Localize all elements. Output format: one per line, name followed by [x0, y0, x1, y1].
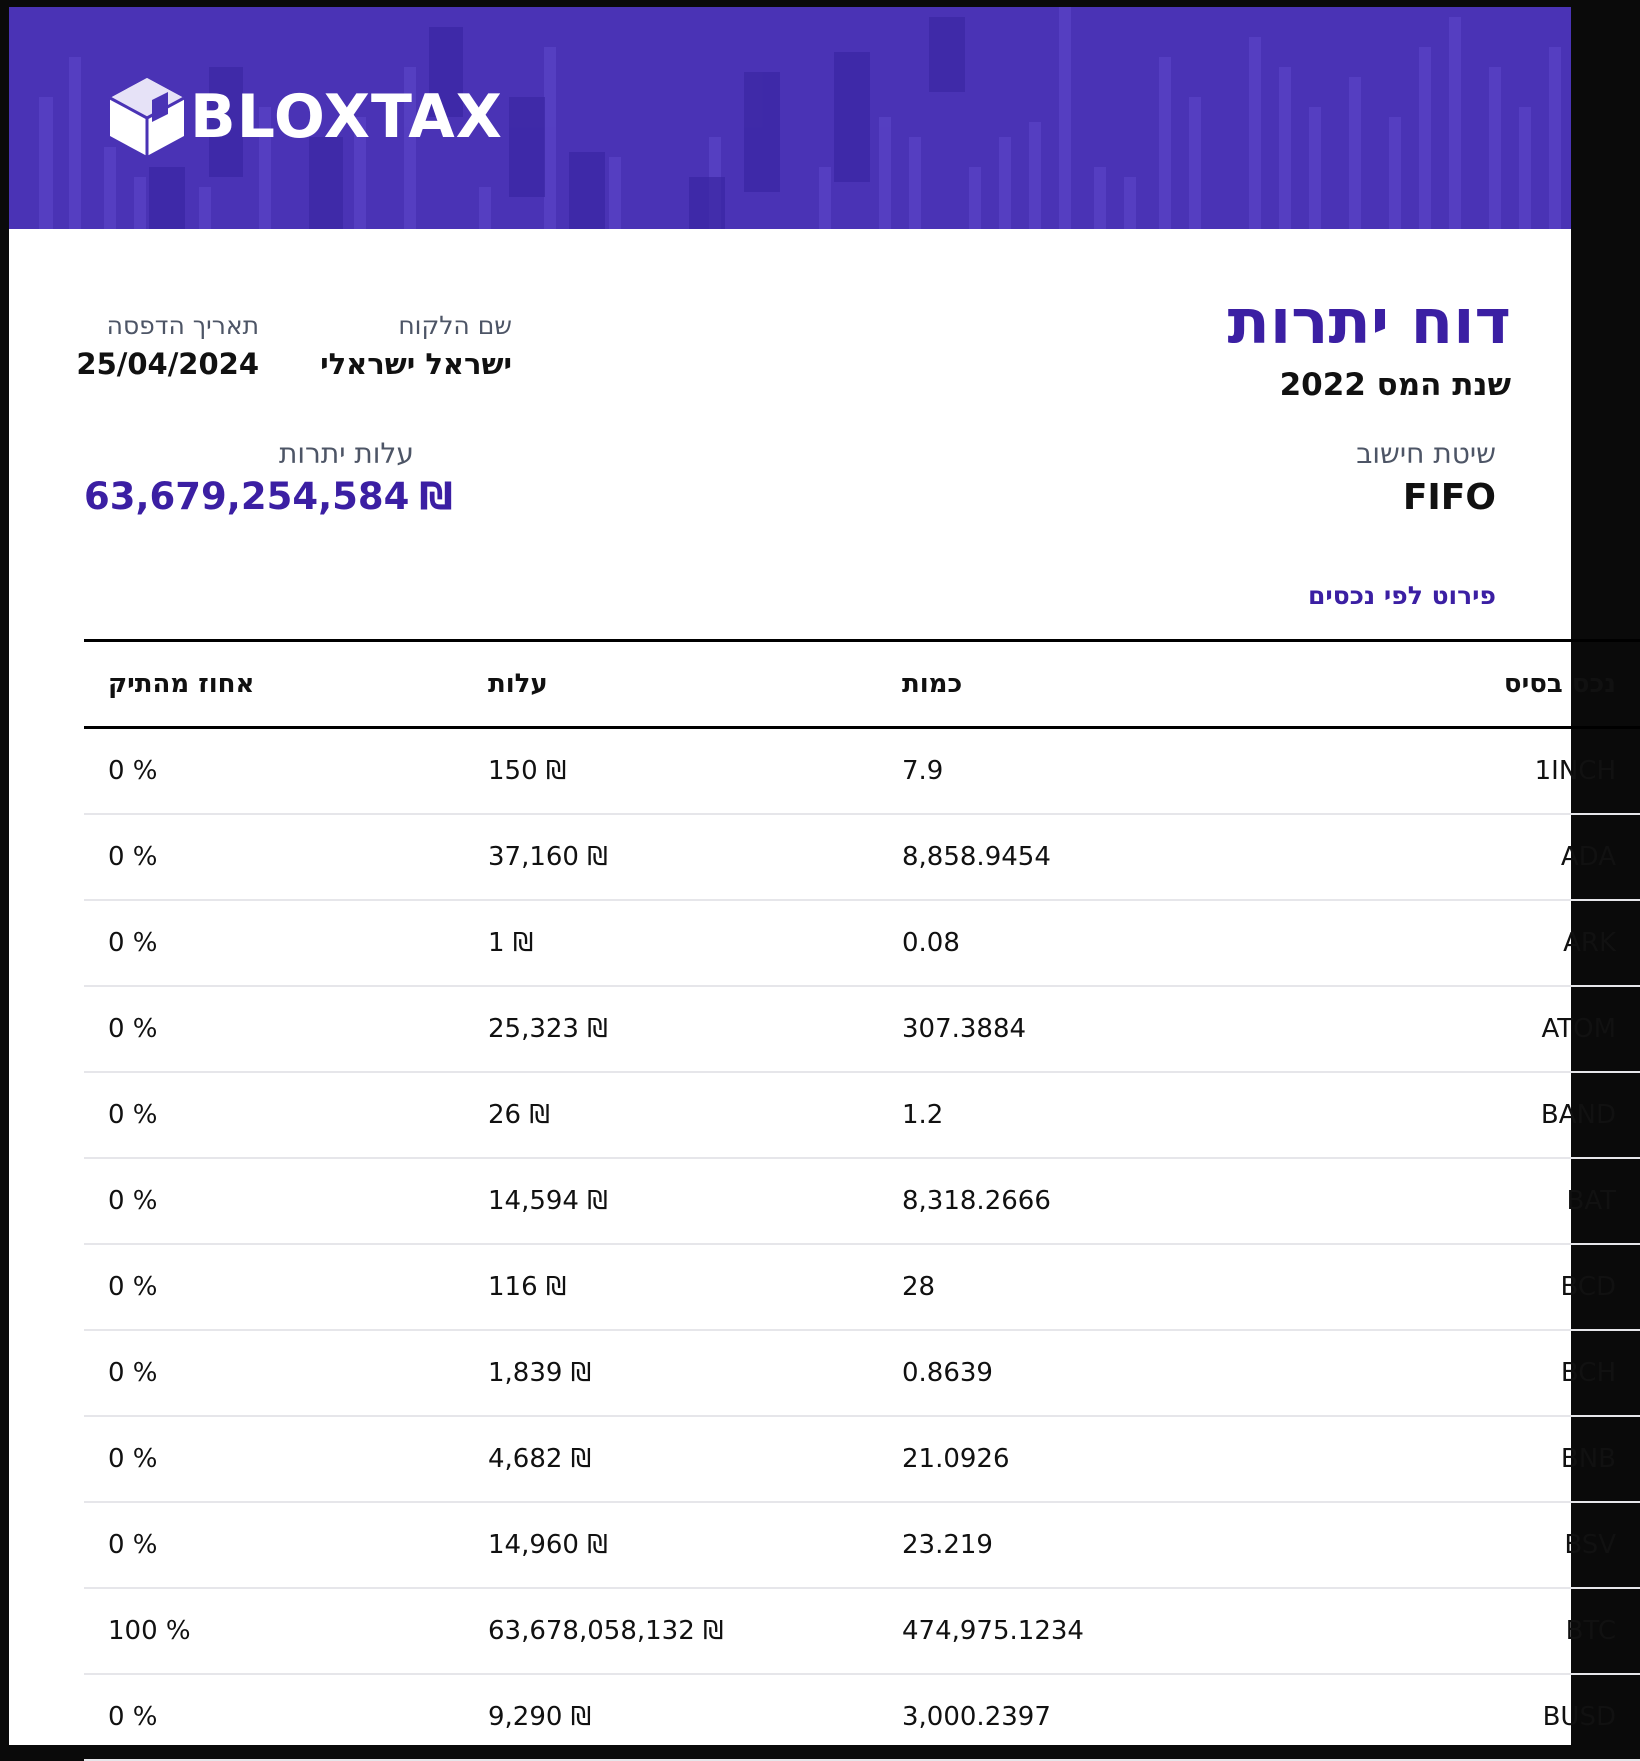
cell-quantity: 0.8639 [878, 1330, 1292, 1416]
shekel-icon: ₪ [703, 1616, 724, 1646]
print-date-label: תאריך הדפסה [106, 311, 259, 340]
cell-asset: BUSD [1292, 1674, 1640, 1760]
header-banner [9, 7, 1571, 229]
cell-cost: 63,678,058,132 ₪ [464, 1588, 878, 1674]
cell-quantity: 474,975.1234 [878, 1588, 1292, 1674]
table-body [84, 728, 1640, 1761]
cell-quantity: 8,858.9454 [878, 814, 1292, 900]
client-name: ישראל ישראלי [320, 347, 512, 381]
cell-asset: BCD [1292, 1244, 1640, 1330]
cell-quantity: 0.08 [878, 900, 1292, 986]
cell-cost: 14,594 ₪ [464, 1158, 878, 1244]
cell-asset: BAT [1292, 1158, 1640, 1244]
shekel-icon: ₪ [570, 1702, 592, 1732]
table-row [84, 900, 1640, 986]
cell-percent: 0 % [84, 1502, 464, 1588]
table-row [84, 728, 1640, 815]
shekel-icon: ₪ [512, 928, 534, 958]
report-title: דוח יתרות [1227, 285, 1511, 358]
shekel-icon: ₪ [545, 756, 567, 786]
cell-asset: ARK [1292, 900, 1640, 986]
cell-asset: ATOM [1292, 986, 1640, 1072]
table-row [84, 1674, 1640, 1760]
cell-asset: BTC [1292, 1588, 1640, 1674]
table-header-row [84, 641, 1640, 728]
section-breakdown-link[interactable]: פירוט לפי נכסים [1307, 581, 1496, 610]
cell-asset: ADA [1292, 814, 1640, 900]
client-name-label: שם הלקוח [398, 311, 512, 340]
table-row [84, 1072, 1640, 1158]
cube-logo-icon [106, 74, 188, 160]
cell-percent: 0 % [84, 1158, 464, 1244]
shekel-icon: ₪ [587, 842, 608, 872]
print-date: 25/04/2024 [76, 347, 259, 381]
cell-percent: 0 % [84, 900, 464, 986]
cell-percent: 0 % [84, 1674, 464, 1760]
table-row [84, 1502, 1640, 1588]
shekel-icon: ₪ [587, 1530, 608, 1560]
cell-cost: 25,323 ₪ [464, 986, 878, 1072]
cell-percent: 0 % [84, 1330, 464, 1416]
cell-asset: 1INCH [1292, 728, 1640, 815]
assets-table [84, 639, 1640, 1761]
table-row [84, 1244, 1640, 1330]
cell-quantity: 28 [878, 1244, 1292, 1330]
cell-quantity: 8,318.2666 [878, 1158, 1292, 1244]
method-value: FIFO [1402, 477, 1496, 518]
cost-total [84, 475, 453, 518]
cell-quantity: 7.9 [878, 728, 1292, 815]
cell-percent: 100 % [84, 1588, 464, 1674]
table-row [84, 1588, 1640, 1674]
cell-percent: 0 % [84, 728, 464, 815]
header-percent: אחוז מהתיק [84, 641, 464, 728]
cell-quantity: 23.219 [878, 1502, 1292, 1588]
cell-percent: 0 % [84, 814, 464, 900]
tax-year: שנת המס 2022 [1279, 367, 1511, 403]
method-label: שיטת חישוב [1356, 437, 1496, 470]
cell-quantity: 307.3884 [878, 986, 1292, 1072]
cell-asset: BNB [1292, 1416, 1640, 1502]
shekel-icon: ₪ [587, 1186, 608, 1216]
shekel-icon: ₪ [419, 475, 453, 518]
shekel-icon: ₪ [545, 1272, 567, 1302]
cell-asset: BAND [1292, 1072, 1640, 1158]
cell-cost: 9,290 ₪ [464, 1674, 878, 1760]
cost-label: עלות יתרות [279, 437, 414, 470]
report-sheet [9, 7, 1616, 1745]
brand-name: BLOXTAX [190, 82, 503, 152]
shekel-icon: ₪ [570, 1444, 592, 1474]
table-row [84, 1416, 1640, 1502]
cell-cost: 1 ₪ [464, 900, 878, 986]
header-cost: עלות [464, 641, 878, 728]
table-row [84, 814, 1640, 900]
shekel-icon: ₪ [570, 1358, 592, 1388]
cell-asset: BCH [1292, 1330, 1640, 1416]
cell-percent: 0 % [84, 1244, 464, 1330]
cell-quantity: 1.2 [878, 1072, 1292, 1158]
table-row [84, 1330, 1640, 1416]
table-row [84, 1158, 1640, 1244]
cell-cost: 14,960 ₪ [464, 1502, 878, 1588]
cell-cost: 37,160 ₪ [464, 814, 878, 900]
cost-total-value: 63,679,254,584 [84, 475, 410, 518]
cell-cost: 4,682 ₪ [464, 1416, 878, 1502]
shekel-icon: ₪ [529, 1100, 550, 1130]
table-row [84, 986, 1640, 1072]
cell-percent: 0 % [84, 1072, 464, 1158]
cell-cost: 150 ₪ [464, 728, 878, 815]
cell-cost: 116 ₪ [464, 1244, 878, 1330]
cell-cost: 26 ₪ [464, 1072, 878, 1158]
cell-quantity: 21.0926 [878, 1416, 1292, 1502]
header-quantity: כמות [878, 641, 1292, 728]
cell-percent: 0 % [84, 986, 464, 1072]
cell-quantity: 3,000.2397 [878, 1674, 1292, 1760]
cell-percent: 0 % [84, 1416, 464, 1502]
brand-logo [106, 71, 503, 163]
cell-asset: BSV [1292, 1502, 1640, 1588]
cell-cost: 1,839 ₪ [464, 1330, 878, 1416]
header-asset: נכס בסיס [1292, 641, 1640, 728]
shekel-icon: ₪ [587, 1014, 608, 1044]
